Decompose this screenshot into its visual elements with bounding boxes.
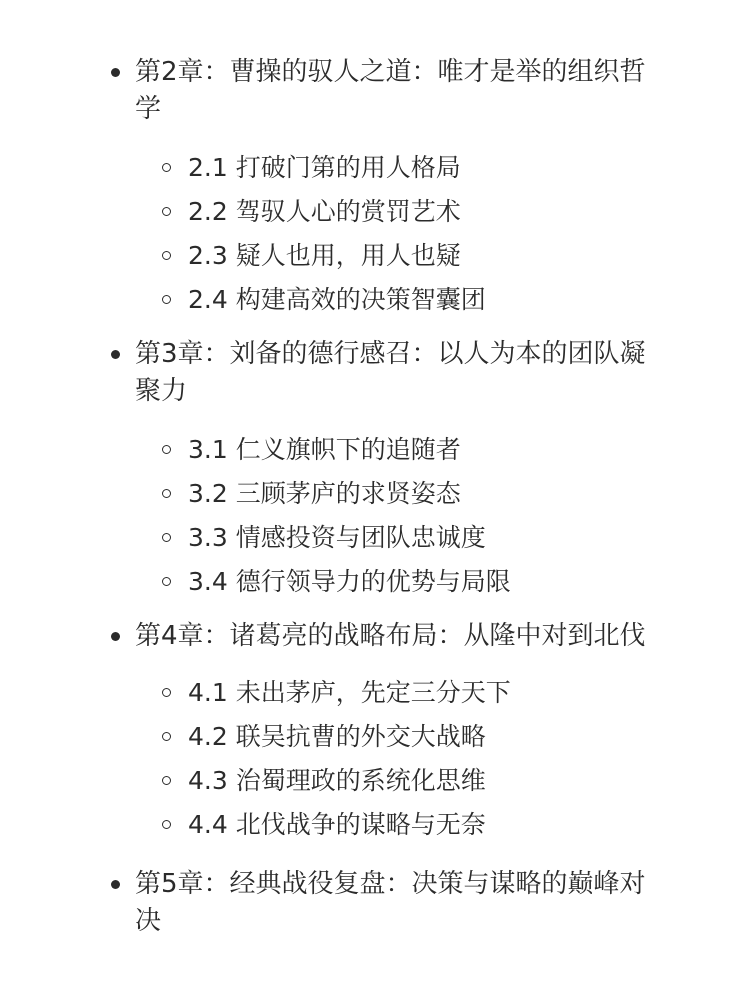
- chapter-heading: [0, 54, 665, 128]
- section-item: [0, 472, 750, 516]
- circle-bullet-icon: [162, 295, 171, 304]
- chapter-heading: [0, 336, 665, 410]
- section-item: [0, 671, 750, 715]
- section-item: [0, 146, 750, 190]
- section-list: [0, 146, 750, 322]
- chapter-heading: [0, 618, 665, 655]
- circle-bullet-icon: [162, 489, 171, 498]
- section-title: 2.2 驾驭人心的赏罚艺术: [188, 197, 461, 226]
- disc-bullet-icon: [111, 350, 120, 359]
- disc-bullet-icon: [111, 632, 120, 641]
- section-item: [0, 803, 750, 847]
- circle-bullet-icon: [162, 207, 171, 216]
- section-title: 4.3 治蜀理政的系统化思维: [188, 766, 486, 795]
- section-item: [0, 516, 750, 560]
- section-title: 4.4 北伐战争的谋略与无奈: [188, 810, 486, 839]
- section-item: [0, 278, 750, 322]
- circle-bullet-icon: [162, 533, 171, 542]
- circle-bullet-icon: [162, 445, 171, 454]
- section-list: [0, 671, 750, 847]
- disc-bullet-icon: [111, 880, 120, 889]
- chapter-item: [0, 54, 750, 322]
- section-item: [0, 428, 750, 472]
- chapter-title: 第3章：刘备的德行感召：以人为本的团队凝聚力: [135, 339, 646, 406]
- circle-bullet-icon: [162, 251, 171, 260]
- section-title: 3.1 仁义旗帜下的追随者: [188, 435, 461, 464]
- section-list: [0, 428, 750, 604]
- chapter-title: 第4章：诸葛亮的战略布局：从隆中对到北伐: [135, 621, 646, 651]
- chapter-item: [0, 618, 750, 847]
- section-item: [0, 190, 750, 234]
- disc-bullet-icon: [111, 68, 120, 77]
- circle-bullet-icon: [162, 688, 171, 697]
- section-item: [0, 759, 750, 803]
- circle-bullet-icon: [162, 577, 171, 586]
- circle-bullet-icon: [162, 776, 171, 785]
- section-item: [0, 715, 750, 759]
- section-item: [0, 234, 750, 278]
- chapter-title: 第5章：经典战役复盘：决策与谋略的巅峰对决: [135, 869, 646, 936]
- chapter-item: [0, 336, 750, 604]
- section-title: 2.3 疑人也用，用人也疑: [188, 241, 461, 270]
- section-title: 2.4 构建高效的决策智囊团: [188, 285, 486, 314]
- section-title: 4.2 联吴抗曹的外交大战略: [188, 722, 486, 751]
- circle-bullet-icon: [162, 163, 171, 172]
- chapter-item: [0, 866, 750, 940]
- section-title: 3.2 三顾茅庐的求贤姿态: [188, 479, 461, 508]
- chapter-title: 第2章：曹操的驭人之道：唯才是举的组织哲学: [135, 57, 646, 124]
- section-title: 4.1 未出茅庐，先定三分天下: [188, 678, 511, 707]
- section-title: 2.1 打破门第的用人格局: [188, 153, 461, 182]
- circle-bullet-icon: [162, 820, 171, 829]
- section-title: 3.4 德行领导力的优势与局限: [188, 567, 511, 596]
- section-item: [0, 560, 750, 604]
- chapter-heading: [0, 866, 665, 940]
- circle-bullet-icon: [162, 732, 171, 741]
- section-title: 3.3 情感投资与团队忠诚度: [188, 523, 486, 552]
